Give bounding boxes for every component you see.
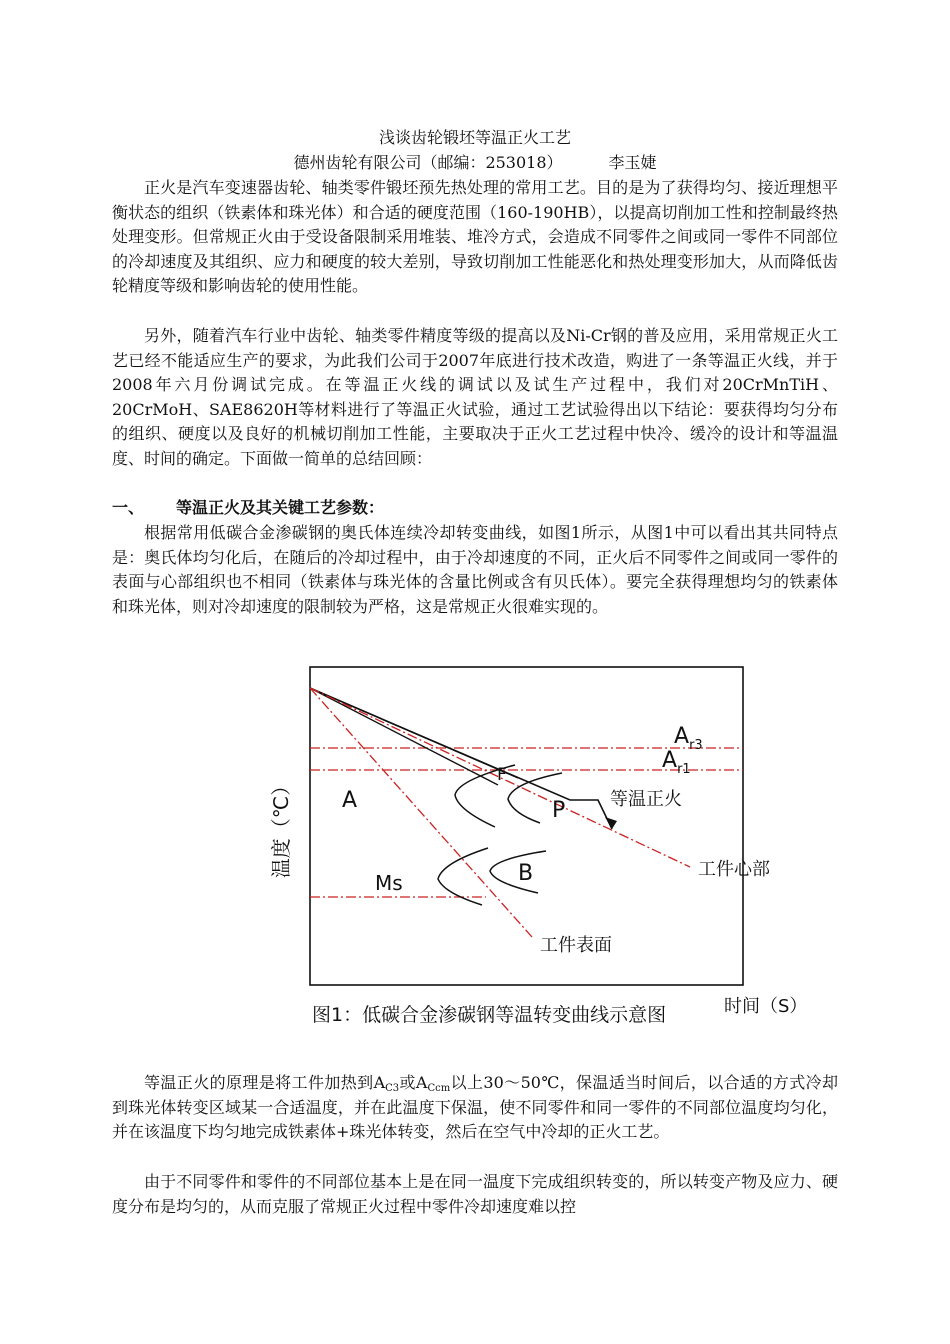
byline <box>0 150 950 176</box>
paragraph-3: 根据常用低碳合金渗碳钢的奥氏体连续冷却转变曲线，如图1所示，从图1中可以看出其共同特点是：奥氏体均匀化后，在随后的冷却过程中，由于冷却速度的不同，正火后不同零件之间或同一零件的表面与心部组织也不相同（铁素体与珠光体的含量比例或含有贝氏体）。要完全获得理想均匀的铁素体和珠光体，则对冷却速度的限制较为严格，这是常规正火很难实现的。 <box>112 523 838 616</box>
paragraph-5: 由于不同零件和零件的不同部位基本上是在同一温度下完成组织转变的，所以转变产物及应力、硬度分布是均匀的，从而克服了常规正火过程中零件冷却速度难以控 <box>112 1172 838 1216</box>
figure-caption: 图1：低碳合金渗碳钢等温转变曲线示意图 <box>312 1004 667 1026</box>
core-label: 工件心部 <box>698 859 770 880</box>
document-title: 浅谈齿轮锻坯等温正火工艺 <box>378 128 571 147</box>
paragraph-1: 正火是汽车变速器齿轮、轴类零件锻坯预先热处理的常用工艺。目的是为了获得均匀、接近理想平衡状态的组织（铁素体和珠光体）和合适的硬度范围（160-190HB），以提高切削加工性和控制最终热处理变形。但常规正火由于受设备限制采用堆装、堆冷方式，会造成不同零件之间或同一零件不同部位的冷却速度及其组织、应力和硬度的较大差别，导致切削加工性能恶化和热处理变形加大，从而降低齿轮精度等级和影响齿轮的使用性能。 <box>112 178 838 296</box>
paragraph-2: 另外，随着汽车行业中齿轮、轴类零件精度等级的提高以及Ni-Cr钢的普及应用，采用常规正火工艺已经不能适应生产的要求，为此我们公司于2007年底进行技术改造，购进了一条等温正火线，并于2008年六月份调试完成。在等温正火线的调试以及试生产过程中，我们对20CrMnTiH、20CrMoH、SAE8620H等材料进行了等温正火试验，通过工艺试验得出以下结论：要获得均匀分布的组织、硬度以及良好的机械切削加工性能，主要取决于正火工艺过程中快冷、缓冷的设计和等温温度、时间的确定。下面做一简单的总结回顾： <box>112 326 838 468</box>
p4-text-a: 等温正火的原理是将工件加热到A <box>144 1073 386 1092</box>
plot-frame <box>310 667 743 985</box>
p4-text-c: 以上30～50℃，保温适当时间后，以合适的方式冷却到珠光体转变区域某一合适温度，并在此温度下保温，使不同零件和同一零件的不同部位温度均匀化，并在该温度下均匀地完成铁素体+珠光体转变，然后在空气中冷却的正火工艺。 <box>112 1073 838 1142</box>
ttt-diagram <box>250 655 850 1035</box>
affiliation: 德州齿轮有限公司（邮编：253018） <box>293 153 563 172</box>
ar1-label-main: A <box>662 748 678 773</box>
region-p-label: P <box>552 798 566 823</box>
p4-sub-ccm: Ccm <box>427 1083 451 1094</box>
p4-sub-c3: C3 <box>385 1083 400 1094</box>
region-b-label: B <box>518 861 534 886</box>
ar3-label-sub: r3 <box>689 738 703 753</box>
section-number: 一、 <box>112 498 145 517</box>
p4-text-b: 或A <box>399 1073 428 1092</box>
ar3-label-main: A <box>674 724 690 749</box>
figure-1 <box>250 655 850 1035</box>
region-f-label: F <box>497 765 507 785</box>
ar1-label <box>662 748 691 777</box>
ms-label: Ms <box>375 871 403 895</box>
section-title: 等温正火及其关键工艺参数： <box>176 498 385 517</box>
paragraph-4 <box>112 1071 838 1145</box>
ar3-label <box>674 724 703 753</box>
region-a-label: A <box>342 788 358 813</box>
ar1-label-sub: r1 <box>677 762 691 777</box>
x-axis-label: 时间（S） <box>724 996 808 1017</box>
surface-label: 工件表面 <box>540 935 612 956</box>
isothermal-label: 等温正火 <box>610 789 682 810</box>
y-axis-label: 温度（℃） <box>269 775 293 879</box>
section-heading <box>112 496 384 521</box>
author: 李玉婕 <box>608 153 657 172</box>
